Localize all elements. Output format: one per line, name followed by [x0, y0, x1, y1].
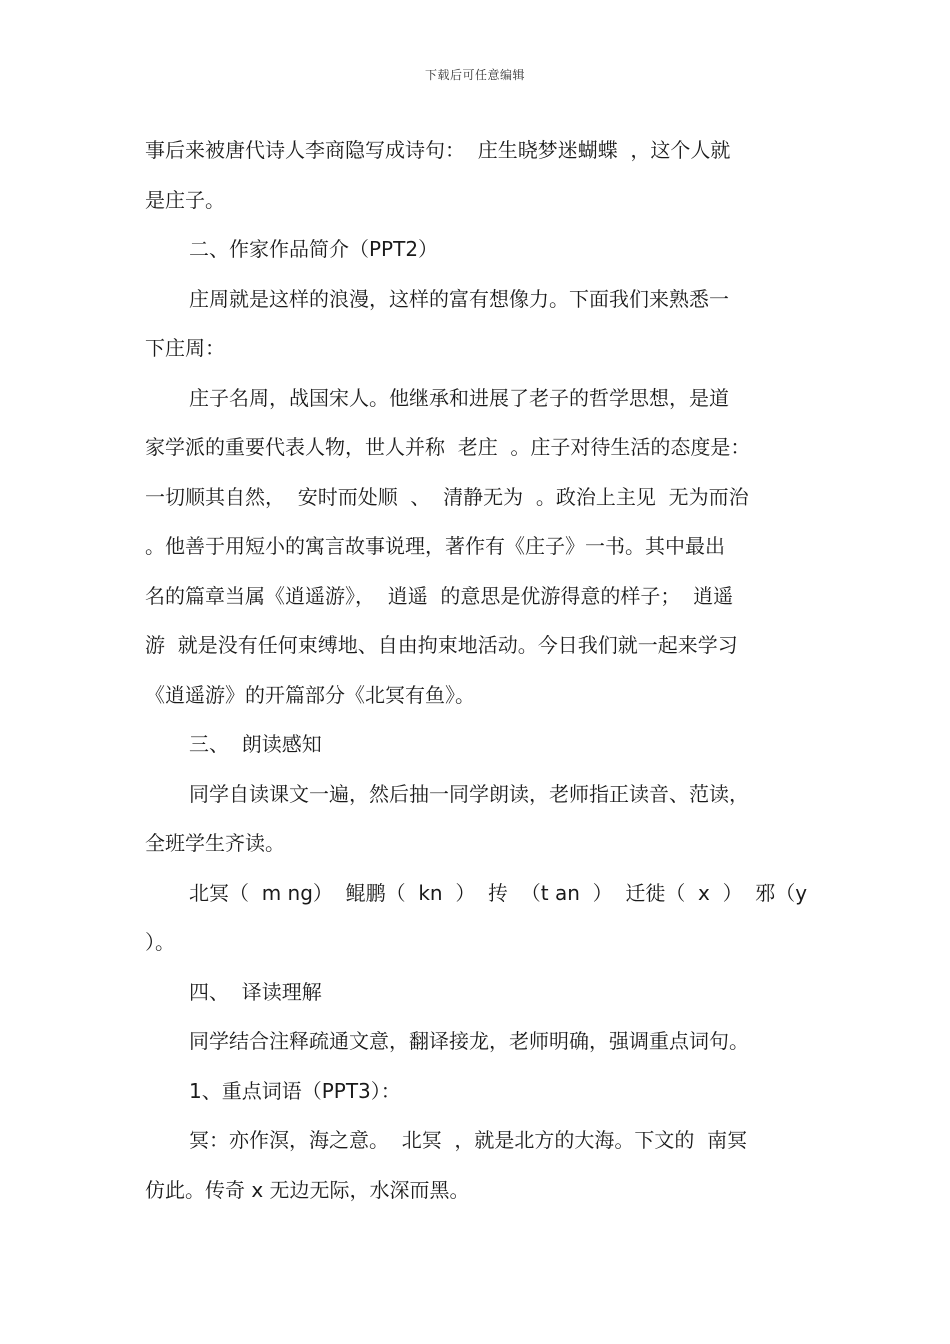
section-heading-4: 四、 译读理解: [189, 979, 322, 1004]
page-header: 下载后可任意编辑: [424, 68, 525, 82]
section-heading-3: 三、 朗读感知: [189, 732, 322, 756]
document-body: [145, 126, 817, 1215]
text-line-14: 同学自读课文一遍，然后抽一同学朗读，老师指正读音、范读，: [189, 781, 749, 806]
text-line-11: 游 就是没有任何束缚地、自由拘束地活动。今日我们就一起来学习: [145, 633, 738, 657]
text-line-12: 《逍遥游》的开篇部分《北冥有鱼》。: [145, 682, 475, 707]
text-line-2: 是庄子。: [145, 187, 225, 212]
text-line-10: 名的篇章当属《逍遥游》， 逍遥 的意思是优游得意的样子； 逍遥: [145, 583, 734, 608]
text-line-19: 同学结合注释疏通文意，翻译接龙，老师明确，强调重点词句。: [189, 1029, 749, 1053]
text-line-22: 仿此。传奇 x 无边无际，水深而黑。: [145, 1177, 470, 1202]
text-line-17: ）。: [145, 930, 175, 954]
text-line-4: 庄周就是这样的浪漫，这样的富有想像力。下面我们来熟悉一: [189, 286, 729, 311]
text-line-6: 庄子名周，战国宋人。他继承和进展了老子的哲学思想，是道: [189, 385, 729, 410]
text-line-21: 冥：亦作溟，海之意。 北冥 ，就是北方的大海。下文的 南冥: [189, 1128, 748, 1152]
text-line-1: 事后来被唐代诗人李商隐写成诗句： 庄生晓梦迷蝴蝶 ，这个人就: [145, 138, 731, 162]
text-line-9: 。他善于用短小的寓言故事说理，著作有《庄子》一书。其中最出: [145, 534, 725, 558]
text-line-8: 一切顺其自然， 安时而处顺 、 清静无为 。政治上主见 无为而治: [145, 484, 749, 509]
text-line-5: 下庄周：: [145, 336, 225, 360]
text-line-15: 全班学生齐读。: [145, 831, 285, 855]
text-line-7: 家学派的重要代表人物，世人并称 老庄 。庄子对待生活的态度是：: [145, 435, 751, 459]
pronunciation-line: 北冥（ m ng） 鲲鹏（ kn ） 抟 （t an ） 迁徙（ x ） 邪（y: [189, 880, 808, 905]
subsection-heading-1: 1、重点词语（PPT3）：: [189, 1078, 401, 1103]
section-heading-2: 二、作家作品简介（PPT2）: [189, 237, 439, 261]
